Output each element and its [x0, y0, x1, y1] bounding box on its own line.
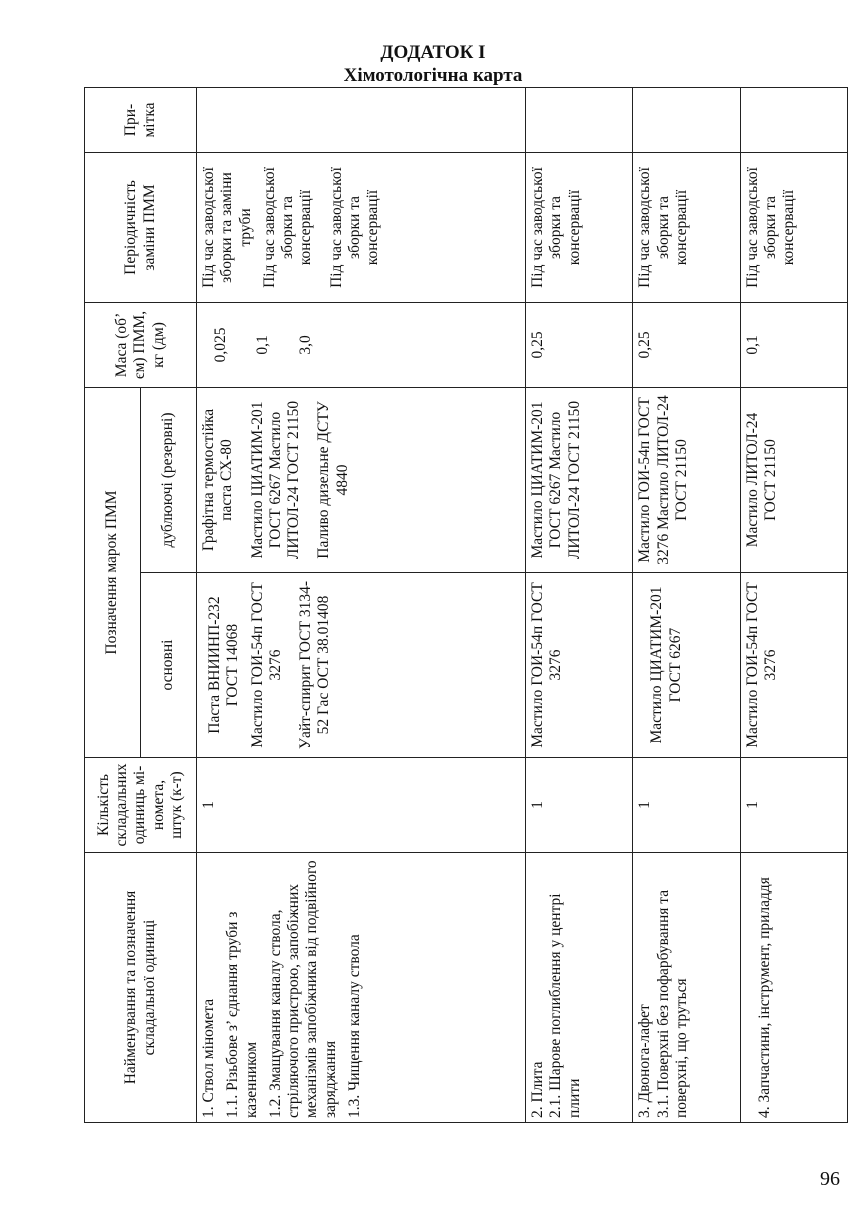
- cell-qty: 1: [525, 758, 632, 853]
- name-line: 1.1. Різьбове з’ єднання труби з казенником: [224, 911, 260, 1118]
- period-text: Під час заводської зборки та заміни труби: [200, 167, 254, 288]
- cell-main: [197, 573, 526, 758]
- name-line: 4. Запчастини, інструмент, приладдя: [755, 877, 773, 1118]
- mass-value: 0,1: [743, 335, 761, 355]
- cell-qty: 1: [740, 758, 847, 853]
- mass-value: 0,1: [254, 335, 272, 355]
- cell-qty: 1: [633, 758, 740, 853]
- cell-name: [633, 853, 740, 1123]
- mass-value: 0,25: [528, 331, 546, 359]
- col-header-mass: Маса (об’ єм) ПММ, кг (дм): [85, 302, 197, 387]
- main-item: Мастило ГОИ-54п ГОСТ 3276: [528, 582, 565, 748]
- cell-backup: [740, 387, 847, 572]
- cell-name: [740, 853, 847, 1123]
- name-line: 3. Двонога-лафет: [636, 1004, 654, 1118]
- col-header-qty: Кількість складальних одиниць мі-номета, штук (к-т): [85, 758, 197, 853]
- backup-item: Мастило ЦИАТИМ-201 ГОСТ 6267 Мастило ЛИТОЛ-24 ГОСТ 21150: [248, 400, 303, 560]
- main-item: Мастило ЦИАТИМ-201 ГОСТ 6267: [648, 586, 684, 744]
- cell-main: [525, 573, 632, 758]
- appendix-title: ДОДАТОК І: [380, 42, 486, 63]
- table-row: [525, 87, 632, 1122]
- main-item: Мастило ГОИ-54п ГОСТ 3276: [248, 582, 284, 748]
- col-header-name: Найменування та позначення складальної одиниці: [85, 853, 197, 1123]
- cell-period: [740, 152, 847, 302]
- cell-main: [740, 573, 847, 758]
- mass-value: 0,025: [212, 327, 229, 363]
- cell-mass: [740, 302, 847, 387]
- name-line: 1.2. Змащування каналу ствола, стріляючого пристрою, запобіжних механізмів запобіжника від подвійного заряджання: [266, 860, 339, 1118]
- cell-note: [525, 87, 632, 152]
- col-header-note: При-мітка: [85, 87, 197, 152]
- col-header-backup: дублюючі (резервні): [141, 387, 197, 572]
- period-text: Під час заводської зборки та консервації: [260, 167, 315, 288]
- page-number: 96: [820, 1168, 840, 1190]
- cell-mass: [633, 302, 740, 387]
- cell-main: [633, 573, 740, 758]
- period-text: Під час заводської зборки та консервації: [528, 167, 583, 288]
- cell-qty: 1: [197, 758, 526, 853]
- main-item: Паста ВНИИНП-232 ГОСТ 14068: [206, 596, 242, 734]
- backup-item: Мастило ЛИТОЛ-24 ГОСТ 21150: [743, 412, 779, 548]
- document-subtitle: Хімотологічна карта: [343, 65, 523, 86]
- table-row: [740, 87, 847, 1122]
- cell-mass: [197, 302, 526, 387]
- cell-note: [740, 87, 847, 152]
- period-text: Під час заводської зборки та консервації: [743, 167, 798, 288]
- name-line: 2.1. Шарове поглиблення у центрі плити: [547, 893, 583, 1118]
- cell-mass: [525, 302, 632, 387]
- cell-backup: [525, 387, 632, 572]
- period-text: Під час заводської зборки та консервації: [327, 167, 382, 288]
- backup-item: Графітна термостійка паста СХ-80: [200, 408, 236, 552]
- cell-backup: [197, 387, 526, 572]
- cell-note: [197, 87, 526, 152]
- chemotology-table: [84, 87, 848, 1123]
- col-header-main: основні: [141, 573, 197, 758]
- name-line: 3.1. Поверхні без пофарбування та поверхні, що труться: [654, 889, 690, 1118]
- col-header-marks: Позначення марок ПММ: [85, 387, 141, 757]
- backup-item: Мастило ГОИ-54п ГОСТ 3276 Мастило ЛИТОЛ-24 ГОСТ 21150: [636, 395, 690, 565]
- mass-value: 3,0: [296, 335, 314, 355]
- period-text: Під час заводської зборки та консервації: [636, 167, 690, 288]
- mass-value: 0,25: [636, 331, 654, 359]
- cell-period: [633, 152, 740, 302]
- cell-period: [525, 152, 632, 302]
- backup-item: Паливо дизельне ДСТУ 4840: [315, 401, 351, 559]
- cell-name: [525, 853, 632, 1123]
- table-row: [633, 87, 740, 1122]
- cell-period: [197, 152, 526, 302]
- table-row: [197, 87, 526, 1122]
- main-item: Мастило ГОИ-54п ГОСТ 3276: [743, 582, 779, 748]
- name-line: 1.3. Чищення каналу ствола: [345, 934, 363, 1118]
- name-line: 1. Ствол міномета: [200, 998, 217, 1118]
- chemotology-table-container: [84, 88, 848, 1123]
- backup-item: Мастило ЦИАТИМ-201 ГОСТ 6267 Мастило ЛИТОЛ-24 ГОСТ 21150: [528, 400, 583, 560]
- cell-note: [633, 87, 740, 152]
- cell-backup: [633, 387, 740, 572]
- col-header-period: Періодичність заміни ПММ: [85, 152, 197, 302]
- name-line: 2. Плита: [528, 1061, 546, 1118]
- cell-name: [197, 853, 526, 1123]
- main-item: Уайт-спирит ГОСТ 3134-52 Гас ОСТ 38.01408: [297, 580, 333, 750]
